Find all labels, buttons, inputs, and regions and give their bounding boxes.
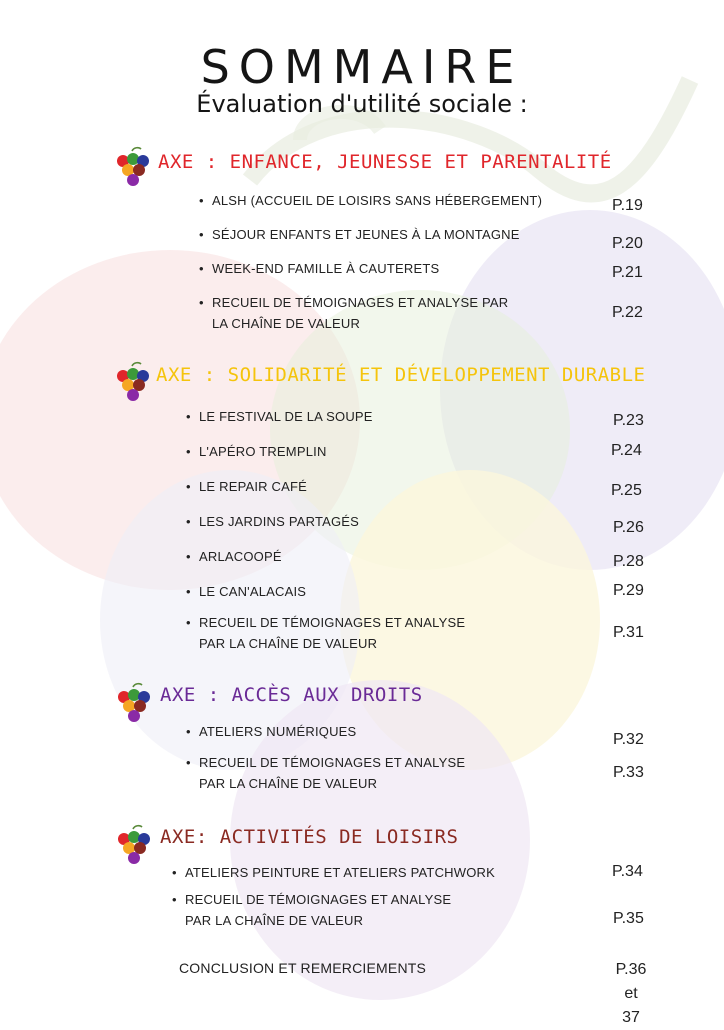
page-number: P.29 bbox=[613, 582, 644, 599]
page-title: SOMMAIRE bbox=[200, 40, 524, 94]
page-number: P.22 bbox=[612, 304, 643, 321]
list-item: • LE CAN'ALACAIS bbox=[186, 584, 307, 599]
axe-title-droits: AXE : ACCÈS AUX DROITS bbox=[160, 684, 423, 706]
page-number: P.26 bbox=[613, 519, 644, 536]
list-item: • ATELIERS PEINTURE ET ATELIERS PATCHWORK bbox=[172, 865, 495, 880]
list-item: • LES JARDINS PARTAGÉS bbox=[186, 514, 360, 529]
axe-title-loisirs: AXE: ACTIVITÉS DE LOISIRS bbox=[160, 826, 459, 848]
page-number: P.25 bbox=[611, 482, 642, 499]
list-item: • RECUEIL DE TÉMOIGNAGES ET ANALYSE PAR LA CHAÎNE DE VALEUR bbox=[186, 615, 466, 651]
page-subtitle: Évaluation d'utilité sociale : bbox=[196, 90, 528, 118]
conclusion-page-line: P.36 bbox=[615, 961, 647, 978]
page-number: P.24 bbox=[611, 442, 642, 459]
conclusion-page-line: 37 bbox=[622, 1009, 640, 1026]
grape-cluster-icon bbox=[113, 823, 155, 867]
list-item: • ARLACOOPÉ bbox=[186, 549, 282, 564]
page-number: P.35 bbox=[613, 910, 644, 927]
list-item: • SÉJOUR ENFANTS ET JEUNES À LA MONTAGNE bbox=[199, 227, 520, 242]
grape-cluster-icon bbox=[112, 360, 154, 404]
page-number: P.31 bbox=[613, 624, 644, 641]
list-item: • RECUEIL DE TÉMOIGNAGES ET ANALYSE PAR LA CHAÎNE DE VALEUR bbox=[199, 295, 509, 331]
list-item: • LE FESTIVAL DE LA SOUPE bbox=[186, 409, 373, 424]
page-number: P.19 bbox=[612, 197, 643, 214]
page-number: P.33 bbox=[613, 764, 644, 781]
list-item: • RECUEIL DE TÉMOIGNAGES ET ANALYSE PAR LA CHAÎNE DE VALEUR bbox=[186, 755, 466, 791]
page-number: P.20 bbox=[612, 235, 643, 252]
conclusion-page bbox=[611, 958, 651, 1030]
list-item: • LE REPAIR CAFÉ bbox=[186, 479, 308, 494]
conclusion-label: CONCLUSION ET REMERCIEMENTS bbox=[179, 960, 427, 976]
list-item: • L'APÉRO TREMPLIN bbox=[186, 444, 327, 459]
list-item: • RECUEIL DE TÉMOIGNAGES ET ANALYSE PAR LA CHAÎNE DE VALEUR bbox=[172, 892, 452, 928]
axe-title-solidarite: AXE : SOLIDARITÉ ET DÉVELOPPEMENT DURABLE bbox=[156, 364, 646, 386]
grape-cluster-icon bbox=[112, 145, 154, 189]
page-number: P.21 bbox=[612, 264, 643, 281]
page-number: P.32 bbox=[613, 731, 644, 748]
conclusion-page-line: et bbox=[624, 985, 638, 1002]
list-item: • WEEK-END FAMILLE À CAUTERETS bbox=[199, 261, 440, 276]
page-number: P.28 bbox=[613, 553, 644, 570]
grape-cluster-icon bbox=[113, 681, 155, 725]
list-item: • ALSH (ACCUEIL DE LOISIRS SANS HÉBERGEMENT) bbox=[199, 193, 543, 208]
axe-title-enfance: AXE : ENFANCE, JEUNESSE ET PARENTALITÉ bbox=[158, 151, 612, 173]
page-number: P.23 bbox=[613, 412, 644, 429]
page-number: P.34 bbox=[612, 863, 643, 880]
list-item: • ATELIERS NUMÉRIQUES bbox=[186, 724, 357, 739]
